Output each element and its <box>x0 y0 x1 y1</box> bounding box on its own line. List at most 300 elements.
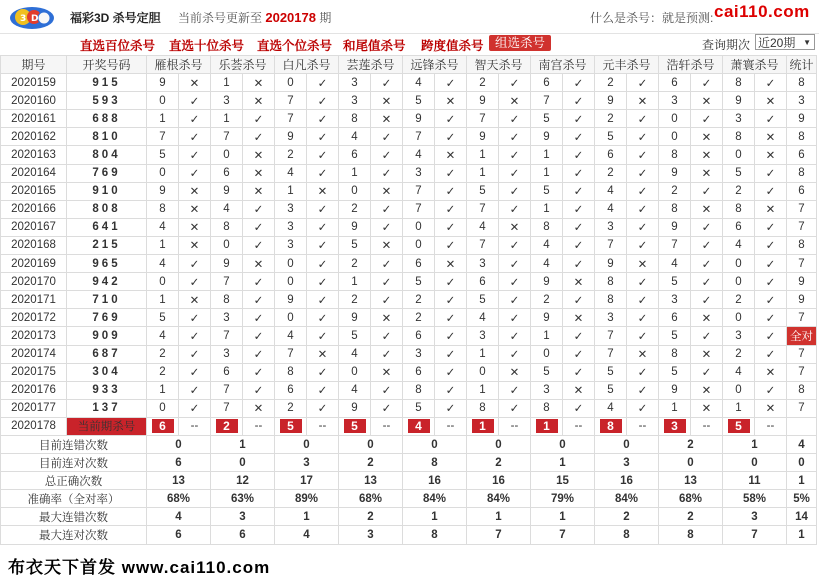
check-icon: ✓ <box>435 218 467 236</box>
kill-number-cell: 8 <box>723 128 755 146</box>
check-icon: ✓ <box>307 327 339 345</box>
kill-number-cell: 8 <box>147 200 179 218</box>
check-icon: ✓ <box>435 345 467 363</box>
check-icon: ✓ <box>179 399 211 417</box>
check-icon: ✓ <box>499 399 531 417</box>
kill-number-cell: 6 <box>339 146 371 164</box>
issue-cell: 2020169 <box>1 255 67 273</box>
cross-icon: ✕ <box>243 164 275 182</box>
kill-number-cell: 5 <box>403 273 435 291</box>
kill-number-cell: 3 <box>339 74 371 92</box>
summary-value: 13 <box>147 472 211 490</box>
issue-cell: 2020176 <box>1 381 67 399</box>
kill-number-cell: 9 <box>339 399 371 417</box>
check-icon: ✓ <box>179 363 211 381</box>
check-icon: ✓ <box>563 236 595 254</box>
col-header-expert: 元丰杀号 <box>595 56 659 74</box>
header-bar <box>0 0 819 34</box>
check-icon: ✓ <box>627 236 659 254</box>
cross-icon: ✕ <box>691 399 723 417</box>
kill-number-cell: 7 <box>467 110 499 128</box>
check-icon: ✓ <box>371 255 403 273</box>
check-icon: ✓ <box>627 110 659 128</box>
kill-number-cell: 7 <box>403 200 435 218</box>
summary-value: 0 <box>467 435 531 453</box>
kill-number-cell: 1 <box>659 399 691 417</box>
kill-number-cell: 7 <box>275 345 307 363</box>
kill-number-cell: 0 <box>659 128 691 146</box>
summary-value: 0 <box>659 454 723 472</box>
app-title: 福彩3D 杀号定胆 <box>70 11 161 25</box>
nav-tab-4[interactable]: 和尾值杀号 <box>343 39 406 53</box>
nav-tab-6[interactable]: 组选杀号 <box>489 35 551 51</box>
summary-value: 1 <box>275 508 339 526</box>
check-icon: ✓ <box>435 182 467 200</box>
kill-number-cell: 2 <box>595 164 627 182</box>
kill-number-cell: 9 <box>147 182 179 200</box>
kill-number-cell: 2 <box>403 291 435 309</box>
summary-total: 1 <box>787 472 817 490</box>
kill-number-cell: 0 <box>723 381 755 399</box>
table-row <box>1 273 817 291</box>
kill-number-cell: 5 <box>659 273 691 291</box>
kill-number-cell: 2 <box>147 363 179 381</box>
kill-number-cell: 2 <box>723 291 755 309</box>
kill-number-cell: 9 <box>339 309 371 327</box>
summary-value: 15 <box>531 472 595 490</box>
kill-number-cell: 4 <box>723 363 755 381</box>
check-icon: ✓ <box>755 236 787 254</box>
summary-label: 最大连对次数 <box>1 526 147 544</box>
cross-icon: ✕ <box>691 345 723 363</box>
check-icon: ✓ <box>435 273 467 291</box>
check-icon: ✓ <box>563 164 595 182</box>
hit-count-cell: 7 <box>787 200 817 218</box>
kill-number-cell: 1 <box>467 164 499 182</box>
kill-number-cell: 4 <box>339 345 371 363</box>
check-icon: ✓ <box>435 309 467 327</box>
dash-cell: -- <box>307 417 339 435</box>
check-icon: ✓ <box>179 92 211 110</box>
check-icon: ✓ <box>307 255 339 273</box>
summary-value: 2 <box>339 508 403 526</box>
summary-value: 16 <box>595 472 659 490</box>
check-icon: ✓ <box>499 128 531 146</box>
site-link[interactable]: cai110.com <box>714 2 810 21</box>
current-pick-badge: 5 <box>280 419 302 433</box>
draw-number-cell: 942 <box>67 273 147 291</box>
kill-number-cell: 2 <box>595 110 627 128</box>
summary-value: 3 <box>275 454 339 472</box>
check-icon: ✓ <box>179 146 211 164</box>
dash-cell: -- <box>243 417 275 435</box>
summary-value: 79% <box>531 490 595 508</box>
kill-number-cell: 8 <box>659 146 691 164</box>
check-icon: ✓ <box>627 182 659 200</box>
check-icon: ✓ <box>563 363 595 381</box>
cross-icon: ✕ <box>627 92 659 110</box>
issue-cell: 2020171 <box>1 291 67 309</box>
summary-value: 7 <box>531 526 595 544</box>
check-icon: ✓ <box>243 110 275 128</box>
draw-number-cell: 915 <box>67 74 147 92</box>
kill-number-cell: 0 <box>211 146 243 164</box>
check-icon: ✓ <box>307 200 339 218</box>
nav-tabs <box>0 34 819 54</box>
cross-icon: ✕ <box>435 92 467 110</box>
summary-value: 68% <box>339 490 403 508</box>
summary-value: 68% <box>147 490 211 508</box>
slogan-text: 什么是杀号：就是预测: <box>590 11 714 25</box>
kill-number-cell: 0 <box>403 236 435 254</box>
summary-value: 2 <box>339 454 403 472</box>
check-icon: ✓ <box>627 309 659 327</box>
kill-number-cell: 1 <box>531 327 563 345</box>
cross-icon: ✕ <box>563 309 595 327</box>
check-icon: ✓ <box>371 273 403 291</box>
summary-value: 13 <box>339 472 403 490</box>
kill-number-cell: 3 <box>403 345 435 363</box>
col-header-expert: 浩轩杀号 <box>659 56 723 74</box>
kill-number-cell: 9 <box>531 273 563 291</box>
header-row <box>1 56 817 74</box>
kill-number-cell: 6 <box>467 273 499 291</box>
issue-cell: 2020162 <box>1 128 67 146</box>
check-icon: ✓ <box>499 110 531 128</box>
dash-cell: -- <box>563 417 595 435</box>
kill-number-cell: 9 <box>211 255 243 273</box>
summary-row <box>1 454 817 472</box>
check-icon: ✓ <box>371 218 403 236</box>
kill-number-cell: 8 <box>467 399 499 417</box>
current-pick-badge: 1 <box>536 419 558 433</box>
check-icon: ✓ <box>499 146 531 164</box>
update-status: 当前杀号更新至 2020178 期 <box>178 10 332 25</box>
col-header-expert: 芸莲杀号 <box>339 56 403 74</box>
cross-icon: ✕ <box>563 381 595 399</box>
kill-number-cell: 3 <box>275 236 307 254</box>
summary-value: 3 <box>723 508 787 526</box>
draw-number-cell: 593 <box>67 92 147 110</box>
kill-number-cell: 6 <box>403 255 435 273</box>
check-icon: ✓ <box>307 92 339 110</box>
kill-number-cell: 8 <box>595 273 627 291</box>
draw-number-cell: 808 <box>67 200 147 218</box>
check-icon: ✓ <box>179 128 211 146</box>
check-icon: ✓ <box>243 236 275 254</box>
kill-number-cell: 8 <box>723 74 755 92</box>
kill-number-cell: 9 <box>531 309 563 327</box>
summary-label: 目前连对次数 <box>1 454 147 472</box>
kill-number-cell: 4 <box>147 327 179 345</box>
kill-number-cell: 5 <box>595 363 627 381</box>
dash-cell: -- <box>179 417 211 435</box>
summary-total: 0 <box>787 454 817 472</box>
check-icon: ✓ <box>371 146 403 164</box>
kill-number-cell: 4 <box>595 399 627 417</box>
logo-icon <box>6 3 60 31</box>
hit-count-cell: 7 <box>787 309 817 327</box>
summary-value: 1 <box>723 435 787 453</box>
chevron-down-icon: ▼ <box>803 38 811 47</box>
watermark: 布衣天下首发 www.cai110.com <box>8 553 274 578</box>
kill-number-cell: 6 <box>211 363 243 381</box>
cross-icon: ✕ <box>243 92 275 110</box>
summary-row <box>1 472 817 490</box>
table-row <box>1 236 817 254</box>
hit-count-cell: 8 <box>787 236 817 254</box>
current-pick-badge: 5 <box>344 419 366 433</box>
kill-number-cell: 5 <box>531 182 563 200</box>
check-icon: ✓ <box>307 273 339 291</box>
summary-row <box>1 526 817 544</box>
kill-number-cell: 9 <box>659 218 691 236</box>
kill-number-cell: 6 <box>211 164 243 182</box>
check-icon: ✓ <box>691 273 723 291</box>
summary-value: 3 <box>595 454 659 472</box>
kill-number-cell: 1 <box>275 182 307 200</box>
issue-cell: 2020172 <box>1 309 67 327</box>
dash-cell: -- <box>691 417 723 435</box>
check-icon: ✓ <box>755 74 787 92</box>
kill-number-cell: 9 <box>147 74 179 92</box>
kill-number-cell: 0 <box>275 309 307 327</box>
summary-value: 6 <box>211 526 275 544</box>
issue-cell: 2020168 <box>1 236 67 254</box>
kill-number-cell: 3 <box>595 309 627 327</box>
draw-number-cell: 910 <box>67 182 147 200</box>
kill-number-cell: 1 <box>147 110 179 128</box>
check-icon: ✓ <box>307 218 339 236</box>
kill-number-cell: 7 <box>595 327 627 345</box>
table-row <box>1 291 817 309</box>
check-icon: ✓ <box>563 345 595 363</box>
check-icon: ✓ <box>755 182 787 200</box>
kill-number-cell: 4 <box>595 200 627 218</box>
summary-value: 11 <box>723 472 787 490</box>
check-icon: ✓ <box>435 200 467 218</box>
kill-number-cell: 5 <box>531 363 563 381</box>
issue-cell: 2020178 <box>1 417 67 435</box>
check-icon: ✓ <box>627 218 659 236</box>
check-icon: ✓ <box>627 363 659 381</box>
kill-number-cell: 9 <box>659 164 691 182</box>
kill-number-cell: 5 <box>147 146 179 164</box>
kill-number-cell: 2 <box>467 74 499 92</box>
summary-total: 1 <box>787 526 817 544</box>
summary-value: 13 <box>659 472 723 490</box>
nav-tab-2[interactable]: 直选十位杀号 <box>169 39 245 53</box>
kill-number-cell: 7 <box>211 128 243 146</box>
current-pick-cell <box>531 417 563 435</box>
check-icon: ✓ <box>691 236 723 254</box>
kill-number-cell: 8 <box>723 200 755 218</box>
draw-number-cell: 687 <box>67 345 147 363</box>
issue-cell: 2020163 <box>1 146 67 164</box>
hit-count-cell: 全对 <box>787 327 817 345</box>
cross-icon: ✕ <box>691 92 723 110</box>
summary-value: 17 <box>275 472 339 490</box>
check-icon: ✓ <box>243 200 275 218</box>
issue-cell: 2020165 <box>1 182 67 200</box>
check-icon: ✓ <box>435 363 467 381</box>
check-icon: ✓ <box>563 110 595 128</box>
issue-cell: 2020175 <box>1 363 67 381</box>
table-row <box>1 399 817 417</box>
current-pick-badge: 6 <box>152 419 174 433</box>
kill-number-cell: 9 <box>275 128 307 146</box>
hit-count-cell: 6 <box>787 146 817 164</box>
kill-number-cell: 4 <box>403 74 435 92</box>
kill-number-cell: 9 <box>275 291 307 309</box>
hit-count-cell: 8 <box>787 128 817 146</box>
check-icon: ✓ <box>563 255 595 273</box>
check-icon: ✓ <box>691 327 723 345</box>
current-pick-cell <box>211 417 243 435</box>
col-header-expert: 雁根杀号 <box>147 56 211 74</box>
kill-number-cell: 0 <box>147 164 179 182</box>
kill-number-cell: 5 <box>723 164 755 182</box>
check-icon: ✓ <box>755 110 787 128</box>
cross-icon: ✕ <box>499 363 531 381</box>
col-header-issue: 期号 <box>1 56 67 74</box>
kill-number-cell: 8 <box>531 218 563 236</box>
summary-row <box>1 508 817 526</box>
col-header-draw: 开奖号码 <box>67 56 147 74</box>
check-icon: ✓ <box>627 74 659 92</box>
check-icon: ✓ <box>307 309 339 327</box>
issue-cell: 2020159 <box>1 74 67 92</box>
kill-number-cell: 4 <box>467 309 499 327</box>
issue-cell: 2020167 <box>1 218 67 236</box>
cross-icon: ✕ <box>179 200 211 218</box>
col-header-expert: 萧寰杀号 <box>723 56 787 74</box>
cross-icon: ✕ <box>563 273 595 291</box>
check-icon: ✓ <box>755 291 787 309</box>
check-icon: ✓ <box>563 128 595 146</box>
col-header-stat: 统计 <box>787 56 817 74</box>
check-icon: ✓ <box>179 273 211 291</box>
current-pick-cell <box>275 417 307 435</box>
cross-icon: ✕ <box>179 74 211 92</box>
nav-tab-1[interactable]: 直选百位杀号 <box>80 39 156 53</box>
kill-number-cell: 0 <box>147 92 179 110</box>
table-row <box>1 363 817 381</box>
hit-count-cell: 8 <box>787 74 817 92</box>
kill-number-cell: 0 <box>147 399 179 417</box>
kill-number-cell: 8 <box>659 345 691 363</box>
col-header-expert: 乐荟杀号 <box>211 56 275 74</box>
kill-number-cell: 1 <box>147 291 179 309</box>
check-icon: ✓ <box>499 381 531 399</box>
kill-number-cell: 3 <box>275 218 307 236</box>
kill-number-cell: 3 <box>339 92 371 110</box>
hit-count-cell: 7 <box>787 218 817 236</box>
kill-number-cell: 3 <box>467 255 499 273</box>
kill-number-cell: 4 <box>659 255 691 273</box>
cross-icon: ✕ <box>755 128 787 146</box>
kill-number-cell: 3 <box>595 218 627 236</box>
summary-value: 84% <box>403 490 467 508</box>
kill-number-cell: 0 <box>339 363 371 381</box>
kill-number-cell: 4 <box>531 236 563 254</box>
kill-number-cell: 2 <box>275 399 307 417</box>
check-icon: ✓ <box>627 291 659 309</box>
summary-value: 0 <box>595 435 659 453</box>
dash-cell: -- <box>627 417 659 435</box>
cross-icon: ✕ <box>371 309 403 327</box>
cross-icon: ✕ <box>755 363 787 381</box>
check-icon: ✓ <box>243 291 275 309</box>
period-select[interactable]: 近20期 ▼ <box>755 34 815 50</box>
check-icon: ✓ <box>371 128 403 146</box>
kill-number-cell: 2 <box>403 309 435 327</box>
table-row <box>1 345 817 363</box>
check-icon: ✓ <box>755 327 787 345</box>
cross-icon: ✕ <box>435 146 467 164</box>
hit-count-cell: 6 <box>787 182 817 200</box>
hit-count-cell: 9 <box>787 273 817 291</box>
current-pick-badge: 3 <box>664 419 686 433</box>
nav-tab-5[interactable]: 跨度值杀号 <box>421 39 484 53</box>
check-icon: ✓ <box>435 74 467 92</box>
summary-label: 目前连错次数 <box>1 435 147 453</box>
check-icon: ✓ <box>499 164 531 182</box>
check-icon: ✓ <box>243 309 275 327</box>
kill-number-cell: 3 <box>659 92 691 110</box>
check-icon: ✓ <box>499 309 531 327</box>
kill-number-cell: 8 <box>659 200 691 218</box>
cross-icon: ✕ <box>755 200 787 218</box>
kill-number-cell: 9 <box>531 128 563 146</box>
kill-number-cell: 5 <box>339 327 371 345</box>
nav-tab-3[interactable]: 直选个位杀号 <box>257 39 333 53</box>
draw-number-cell: 909 <box>67 327 147 345</box>
check-icon: ✓ <box>691 218 723 236</box>
kill-number-cell: 1 <box>723 399 755 417</box>
issue-cell: 2020177 <box>1 399 67 417</box>
kill-number-cell: 6 <box>659 74 691 92</box>
check-icon: ✓ <box>243 327 275 345</box>
check-icon: ✓ <box>691 110 723 128</box>
summary-value: 1 <box>531 454 595 472</box>
kill-number-cell: 4 <box>275 164 307 182</box>
kill-number-cell: 3 <box>211 92 243 110</box>
issue-cell: 2020170 <box>1 273 67 291</box>
draw-number-cell: 804 <box>67 146 147 164</box>
check-icon: ✓ <box>691 74 723 92</box>
check-icon: ✓ <box>435 381 467 399</box>
kill-number-cell: 6 <box>403 363 435 381</box>
check-icon: ✓ <box>627 327 659 345</box>
check-icon: ✓ <box>243 218 275 236</box>
kill-number-cell: 7 <box>275 110 307 128</box>
cross-icon: ✕ <box>627 255 659 273</box>
check-icon: ✓ <box>371 399 403 417</box>
kill-number-cell: 3 <box>211 345 243 363</box>
check-icon: ✓ <box>627 164 659 182</box>
check-icon: ✓ <box>435 164 467 182</box>
table-row <box>1 128 817 146</box>
check-icon: ✓ <box>755 309 787 327</box>
kill-number-cell: 1 <box>339 164 371 182</box>
kill-number-cell: 7 <box>595 345 627 363</box>
cross-icon: ✕ <box>755 146 787 164</box>
table-row <box>1 182 817 200</box>
draw-number-cell: 710 <box>67 291 147 309</box>
kill-number-cell: 4 <box>147 218 179 236</box>
summary-value: 8 <box>659 526 723 544</box>
